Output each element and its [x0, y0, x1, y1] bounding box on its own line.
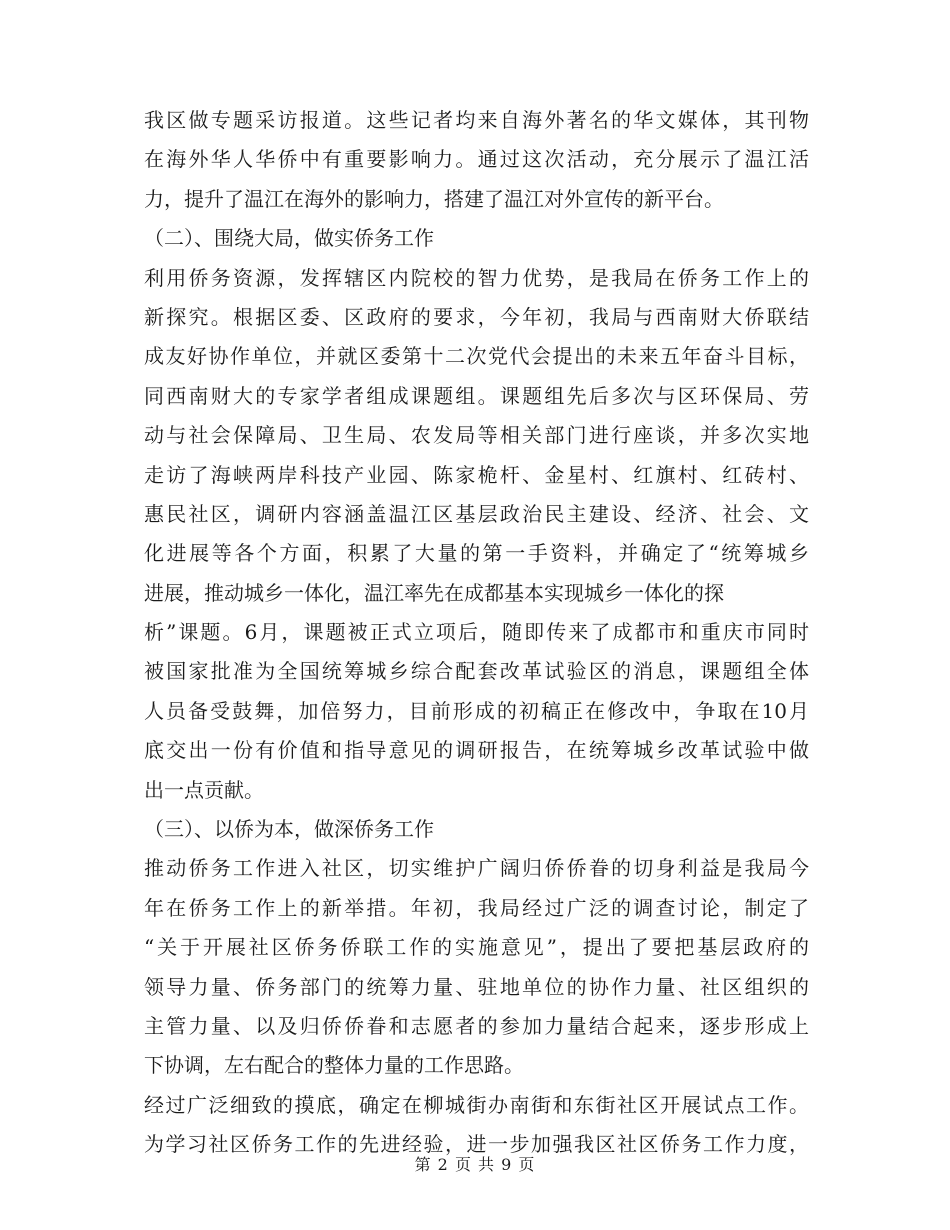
page-number: 第 2 页 共 9 页 — [414, 1155, 536, 1174]
text-line: “关于开展社区侨务侨联工作的实施意见”，提出了要把基层政府的 — [144, 935, 809, 960]
text-line: 惠民社区，调研内容涵盖温江区基层政治民主建设、经济、社会、文 — [144, 501, 809, 526]
text-line: 动与社会保障局、卫生局、农发局等相关部门进行座谈，并多次实地 — [144, 423, 809, 448]
text-line: 年在侨务工作上的新举措。年初，我局经过广泛的调查讨论，制定了 — [144, 895, 809, 920]
text-line: 走访了海峡两岸科技产业园、陈家桅杆、金星村、红旗村、红砖村、 — [144, 462, 809, 487]
text-line: 下协调，左右配合的整体力量的工作思路。 — [144, 1053, 524, 1078]
text-line: 在海外华人华侨中有重要影响力。通过这次活动，充分展示了温江活 — [144, 147, 809, 172]
text-line: 进展，推动城乡一体化，温江率先在成都基本实现城乡一体化的探 — [144, 580, 724, 605]
text-line: 领导力量、侨务部门的统筹力量、驻地单位的协作力量、社区组织的 — [144, 974, 809, 999]
text-line: 出一点贡献。 — [144, 777, 264, 802]
text-line: 力，提升了温江在海外的影响力，搭建了温江对外宣传的新平台。 — [144, 186, 724, 211]
text-line: 推动侨务工作进入社区，切实维护广阔归侨侨眷的切身利益是我局今 — [144, 856, 809, 881]
text-line: 被国家批准为全国统筹城乡综合配套改革试验区的消息，课题组全体 — [144, 659, 809, 684]
text-line: 经过广泛细致的摸底，确定在柳城街办南街和东街社区开展试点工作。 — [144, 1092, 809, 1117]
text-line: 为学习社区侨务工作的先进经验，进一步加强我区社区侨务工作力度， — [144, 1132, 809, 1157]
text-line: 主管力量、以及归侨侨眷和志愿者的参加力量结合起来，逐步形成上 — [144, 1013, 809, 1038]
text-line: （三）、以侨为本，做深侨务工作 — [144, 817, 434, 842]
text-line: （二）、围绕大局，做实侨务工作 — [144, 226, 434, 251]
text-line: 同西南财大的专家学者组成课题组。课题组先后多次与区环保局、劳 — [144, 383, 809, 408]
text-line: 新探究。根据区委、区政府的要求，今年初，我局与西南财大侨联结 — [144, 304, 809, 329]
text-line: 人员备受鼓舞，加倍努力，目前形成的初稿正在修改中，争取在10月 — [144, 698, 809, 723]
text-line: 底交出一份有价值和指导意见的调研报告，在统筹城乡改革试验中做 — [144, 738, 809, 763]
text-line: 析”课题。6月，课题被正式立项后，随即传来了成都市和重庆市同时 — [144, 620, 809, 645]
text-line: 我区做专题采访报道。这些记者均来自海外著名的华文媒体，其刊物 — [144, 108, 809, 132]
document-body — [144, 101, 809, 1165]
page-footer — [0, 1152, 950, 1175]
text-line: 成友好协作单位，并就区委第十二次党代会提出的未来五年奋斗目标， — [144, 344, 809, 369]
text-line: 利用侨务资源，发挥辖区内院校的智力优势，是我局在侨务工作上的 — [144, 265, 809, 290]
text-line: 化进展等各个方面，积累了大量的第一手资料，并确定了“统筹城乡 — [144, 541, 809, 566]
